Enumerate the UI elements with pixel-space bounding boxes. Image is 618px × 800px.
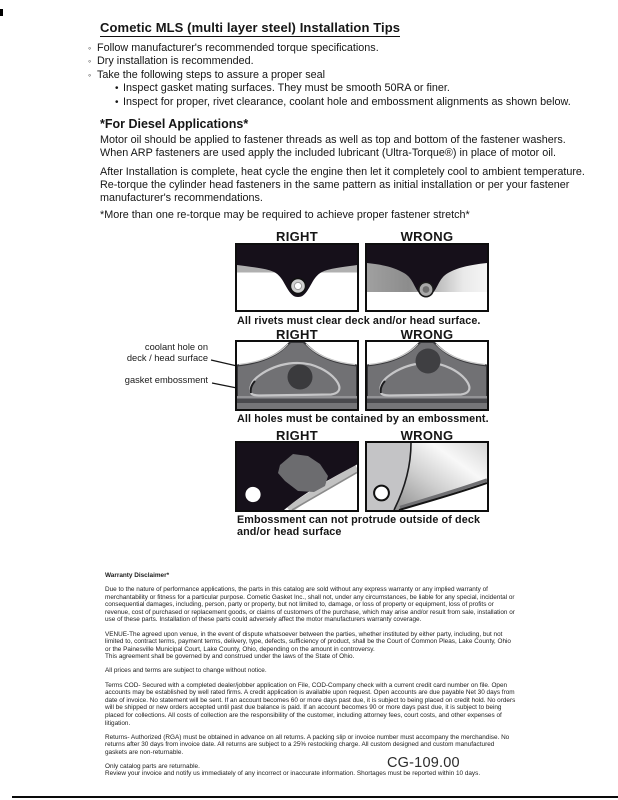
warranty-disclaimer-heading: Warranty Disclaimer* (105, 572, 170, 579)
row2-right-label: RIGHT (276, 327, 318, 342)
bullet-icon: ◦ (88, 43, 92, 53)
print-registration-mark (0, 9, 3, 16)
legal-paragraph: Due to the nature of performance applications, the parts in this catalog are sold without any express warranty or any implied warranty of merchantability or fitness for a particular purpose. Cometic Gasket Inc., shall not, under any circumstances, be liable for any special, incidental or consequential damages, including, person, party or property, but not limited to, damage, or loss of property or equipment, loss of profits or revenue, cost of purchased or replacement goods, or claims of customers of the purchase, which may arise and/or result from sale, installation or use of these parts. Installation of these parts could adversely affect the motor manufacturers warranty coverage. (105, 586, 515, 624)
list-item-text: Take the following steps to assure a proper seal (97, 68, 326, 81)
legal-paragraph: Terms COD- Secured with a completed dealer/jobber application on File, COD-Company check with a current credit card number on file. Open accounts may be established by well rated firms. A credit application is available upon request. Open accounts are due payable Net 30 days from date of invoice. No statement will be sent. If an account becomes 60 or more days past due, it is subject to being placed on credit hold. No orders will be shipped or new orders accepted until past due balance is paid. If an account becomes 90 or more days past due, it is subject to being placed for collections. All costs of collection are the responsibility of the customer, including attorney fees, court costs, and other expenses of litigation. (105, 681, 516, 727)
embossment-protrusion-right-illustration (235, 441, 359, 512)
row1-right-label: RIGHT (276, 229, 318, 244)
legal-paragraph: All prices and terms are subject to change without notice. (105, 667, 267, 675)
diagram-embossment-right-panel (235, 340, 359, 411)
bullet-icon: ◦ (88, 69, 92, 80)
list-item (115, 96, 588, 109)
rivet-clearance-right-illustration (235, 243, 359, 312)
legal-paragraph: Review your invoice and notify us immediately of any incorrect or inaccurate information. Shortages must be reported within 10 days. (105, 770, 481, 778)
retorque-note: *More than one re-torque may be required to achieve proper fastener stretch* (100, 209, 470, 221)
list-item-text: Dry installation is recommended. (97, 55, 254, 68)
hole-containment-right-illustration (235, 340, 359, 411)
row3-caption-line2: and/or head surface (237, 526, 342, 538)
legal-paragraph: This agreement shall be governed by and construed under the laws of the State of Ohio. (105, 653, 355, 661)
embossment-protrusion-wrong-illustration (365, 441, 489, 512)
row3-caption-line1: Embossment can not protrude outside of deck (237, 514, 481, 526)
list-item-text: Inspect gasket mating surfaces. They must be smooth 50RA or finer. (123, 82, 450, 95)
diesel-applications-heading: *For Diesel Applications* (100, 117, 249, 131)
installation-tips-list (88, 42, 588, 109)
list-item (88, 42, 588, 55)
document-code: CG-109.00 (387, 755, 460, 771)
legal-paragraph: VENUE-The agreed upon venue, in the event of dispute whatsoever between the parties, whether instituted by either party, including, but not limited to, contract terms, payment terms, delivery, type, defects, sufficiency of product, shall be the Court of Common Pleas, Lake County, Ohio or the Painesville Municipal Court, Lake County, Ohio, depending on the amount in controversy. (105, 630, 511, 653)
row2-caption: All holes must be contained by an embossment. (237, 413, 489, 425)
page-title: Cometic MLS (multi layer steel) Installation Tips (100, 20, 401, 35)
row3-wrong-label: WRONG (400, 428, 454, 443)
rivet-clearance-wrong-illustration (365, 243, 489, 312)
sub-list (88, 82, 588, 109)
list-item (115, 82, 588, 95)
row3-caption (237, 514, 517, 538)
list-item-text: Inspect for proper, rivet clearance, coolant hole and embossment alignments as shown below. (123, 95, 571, 108)
diagram-embossment-wrong-panel (365, 340, 489, 411)
page-bottom-rule (12, 796, 618, 798)
diagram-protrusion-right-panel (235, 441, 359, 512)
bullet-dot-icon: • (115, 96, 119, 108)
hole-containment-wrong-illustration (365, 340, 489, 411)
diesel-paragraph-1: Motor oil should be applied to fastener threads as well as top and bottom of the fastener washers. When ARP fasteners are used apply the included lubricant (Ultra-Torque®) in place of motor oil. (100, 134, 566, 160)
diagram-protrusion-wrong-panel (365, 441, 489, 512)
legal-paragraph: Returns- Authorized (RGA) must be obtained in advance on all returns. A packing slip or invoice number must accompany the merchandise. No returns after 30 days from invoice date. All returns are subject to a 25% restocking charge. All custom designed and custom manufactured gaskets are non-returnable. (105, 733, 510, 756)
row3-right-label: RIGHT (276, 428, 318, 443)
gasket-embossment-callout: gasket embossment (124, 375, 208, 385)
diagram-rivet-right-panel (235, 243, 359, 312)
row1-wrong-label: WRONG (400, 229, 454, 244)
bullet-dot-icon: • (115, 83, 119, 95)
coolant-hole-callout-line2: deck / head surface (126, 353, 208, 364)
row2-wrong-label: WRONG (400, 327, 454, 342)
list-item-text: Follow manufacturer's recommended torque specifications. (97, 42, 379, 54)
coolant-hole-callout-line1: coolant hole on (144, 342, 208, 352)
diesel-paragraph-2: After Installation is complete, heat cycle the engine then let it completely cool to ambient temperature. Re-torque the cylinder head fasteners in the same pattern as initial installation or per your fastener manufacturer's recommendations. (100, 166, 585, 205)
diagram-rivet-wrong-panel (365, 243, 489, 312)
row1-caption: All rivets must clear deck and/or head surface. (237, 315, 481, 327)
list-item (88, 69, 588, 82)
legal-fine-print (105, 572, 517, 785)
list-item (88, 55, 588, 68)
legal-paragraph: Only catalog parts are returnable. (105, 762, 200, 770)
bullet-icon: ◦ (88, 56, 92, 67)
